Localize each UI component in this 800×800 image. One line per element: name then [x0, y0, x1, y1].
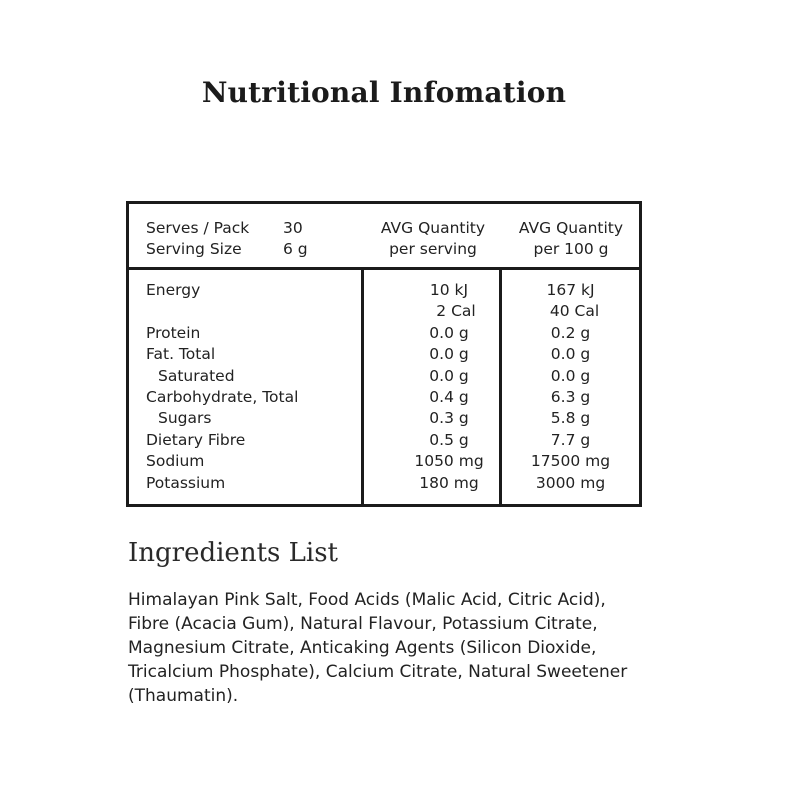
per-100g-value: 0.0 g	[550, 366, 591, 385]
nutrient-label: Sodium	[146, 452, 205, 471]
per-100g-value: 6.3 g	[550, 388, 591, 406]
per-serving-value: 0.5 g	[429, 430, 469, 449]
serving-size-label: Serving Size	[146, 240, 242, 258]
table-row	[129, 451, 639, 472]
table-row	[129, 344, 639, 365]
table-row	[129, 430, 639, 451]
nutrition-table	[126, 201, 642, 507]
serving-size-value: 6 g	[283, 240, 308, 258]
serves-per-pack-label: Serves / Pack	[146, 219, 250, 237]
nutrient-label: Carbohydrate, Total	[146, 388, 299, 406]
per-100g-value: 167 kJ	[546, 281, 595, 299]
column-header-line: per serving	[389, 240, 477, 258]
per-100g-value: 3000 mg	[535, 473, 606, 492]
per-100g-value: 5.8 g	[550, 409, 591, 428]
column-header-per-serving	[365, 218, 501, 260]
table-row	[129, 280, 639, 301]
table-row	[129, 301, 639, 322]
per-serving-value: 0.0 g	[429, 366, 469, 385]
nutrient-label: Sugars	[158, 409, 212, 428]
ingredients-text: Himalayan Pink Salt, Food Acids (Malic Acid, Citric Acid), Fibre (Acacia Gum), Natural Flavour, Potassium Citrate, Magnesium Citrate, Anticaking Agents (Silicon Dioxide, Tricalcium Phosphate), Calcium Citrate, Natural Sweetener (Thaumatin).	[128, 590, 628, 706]
per-100g-value: 0.2 g	[550, 323, 591, 342]
per-100g-value: 0.0 g	[550, 345, 591, 364]
nutrient-label: Potassium	[146, 473, 226, 492]
per-serving-value: 0.4 g	[429, 388, 469, 406]
per-serving-value: 0.3 g	[429, 409, 469, 428]
nutrient-label: Energy	[146, 281, 201, 299]
nutrient-label: Protein	[146, 323, 201, 342]
table-row	[129, 323, 639, 344]
per-serving-value: 1050 mg	[414, 452, 484, 471]
column-header-line: AVG Quantity	[518, 219, 624, 237]
per-serving-value: 10 kJ	[429, 281, 469, 299]
table-row	[129, 387, 639, 408]
nutrient-label: Fat. Total	[146, 345, 216, 364]
table-row	[129, 473, 639, 494]
nutrient-label: Dietary Fibre	[146, 430, 246, 449]
serves-per-pack-value: 30	[283, 219, 303, 237]
column-header-line: per 100 g	[533, 240, 609, 258]
nutrient-label: Saturated	[158, 366, 235, 385]
column-header-per-100g	[503, 218, 639, 260]
per-100g-value: 17500 mg	[530, 452, 611, 471]
per-100g-value: 7.7 g	[550, 430, 591, 449]
per-serving-value: 2 Cal	[436, 302, 476, 321]
table-row	[129, 408, 639, 429]
per-100g-value: 40 Cal	[549, 302, 600, 321]
table-body	[129, 270, 639, 504]
ingredients-title: Ingredients List	[128, 538, 338, 568]
per-serving-value: 0.0 g	[429, 323, 469, 342]
page-title: Nutritional Infomation	[201, 76, 567, 109]
per-serving-value: 180 mg	[419, 473, 479, 492]
serving-info	[146, 218, 308, 260]
serving-size	[146, 239, 308, 260]
table-header	[129, 204, 639, 270]
column-header-line: AVG Quantity	[380, 219, 486, 237]
per-serving-value: 0.0 g	[429, 345, 469, 364]
table-row	[129, 366, 639, 387]
serves-per-pack	[146, 218, 308, 239]
